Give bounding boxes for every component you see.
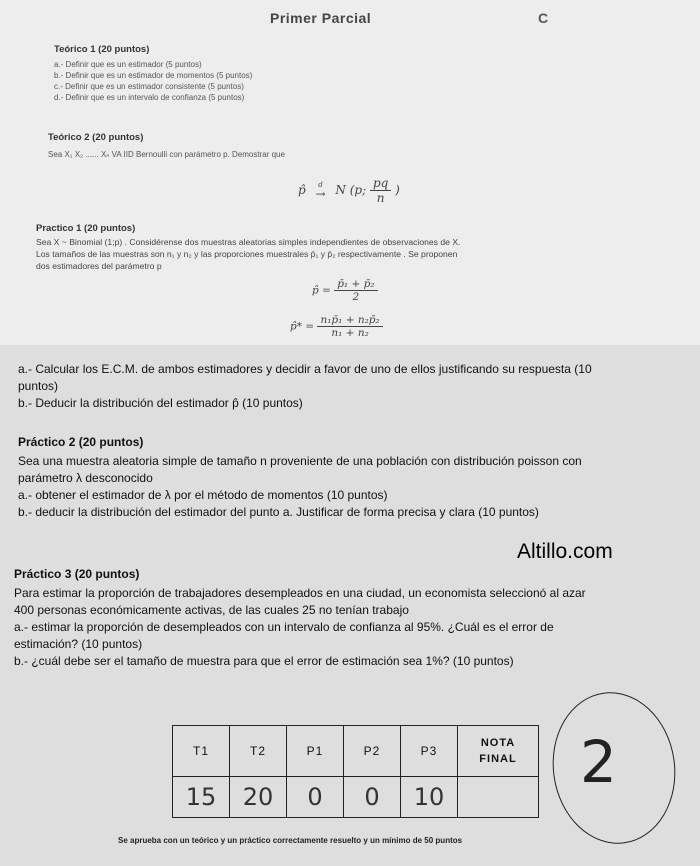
teorico2-heading: Teórico 2 (20 puntos) bbox=[48, 132, 144, 143]
arrow-label: d bbox=[318, 181, 323, 189]
grade-value-p2: 0 bbox=[344, 777, 401, 818]
practico1-statement bbox=[36, 236, 460, 272]
teorico2-formula bbox=[298, 176, 400, 205]
circled-final-grade: 2 bbox=[580, 728, 617, 796]
formula-rhs-prefix: N (p; bbox=[335, 183, 367, 197]
exam-variant: C bbox=[538, 10, 549, 26]
practico1-line: Sea X ~ Binomial (1;p) . Considérense dos muestras aleatorias simples independientes de observaciones de X. bbox=[36, 237, 461, 247]
practico1-item-b: b.- Deducir la distribución del estimador p̂ (10 puntos) bbox=[18, 396, 303, 410]
practico3-item-b: b.- ¿cuál debe ser el tamaño de muestra para que el error de estimación sea 1%? (10 puntos) bbox=[14, 654, 514, 668]
practico2-body bbox=[18, 453, 582, 521]
formula-fraction bbox=[370, 176, 391, 205]
practico1-line: Los tamaños de las muestras son n₁ y n₂ y las proporciones muestrales p̄₁ y p̄₂ respectivamente . Se proponen bbox=[36, 249, 458, 259]
practico1-item-a: a.- Calcular los E.C.M. de ambos estimadores y decidir a favor de uno de ellos justificando su respuesta (10 bbox=[18, 362, 592, 376]
teorico1-item-b: b.- Definir que es un estimador de momentos (5 puntos) bbox=[54, 71, 253, 80]
convergence-arrow bbox=[316, 182, 326, 199]
grade-value-p3: 10 bbox=[401, 777, 458, 818]
practico1-questions bbox=[18, 361, 592, 412]
grade-header-row bbox=[173, 726, 539, 777]
grade-value-t2: 20 bbox=[230, 777, 287, 818]
grade-header-p3: P3 bbox=[401, 726, 458, 777]
teorico2-text: Sea X₁ X₂ ...... Xₙ VA IID Bernoulli con parámetro p. Demostrar que bbox=[48, 150, 285, 159]
page-title: Primer Parcial bbox=[270, 10, 372, 26]
est2-lhs: p̂* = bbox=[290, 320, 315, 333]
est2-fraction bbox=[317, 314, 382, 339]
teorico1-heading: Teórico 1 (20 puntos) bbox=[54, 44, 150, 55]
practico3-item-a: a.- estimar la proporción de desempleados con un intervalo de confianza al 95%. ¿Cuál es el error de bbox=[14, 620, 554, 634]
formula-lhs: p̂ bbox=[298, 183, 306, 197]
est2-num: n₁p̄₁ + n₂p̄₂ bbox=[317, 314, 382, 327]
practico1-line: dos estimadores del parámetro p bbox=[36, 261, 162, 271]
grade-value-nota-final bbox=[458, 777, 539, 818]
grade-header-t2: T2 bbox=[230, 726, 287, 777]
grade-header-nota-final bbox=[458, 726, 539, 777]
grade-value-row bbox=[173, 777, 539, 818]
watermark-logo: Altillo.com bbox=[517, 540, 613, 563]
practico2-item-a: a.- obtener el estimador de λ por el método de momentos (10 puntos) bbox=[18, 488, 388, 502]
practico1-heading: Practico 1 (20 puntos) bbox=[36, 223, 136, 234]
estimator-2 bbox=[290, 314, 383, 339]
arrow-icon: → bbox=[315, 187, 326, 201]
grade-value-t1: 15 bbox=[173, 777, 230, 818]
est1-fraction bbox=[334, 278, 377, 303]
nota-label: NOTA bbox=[480, 737, 516, 749]
grade-header-p2: P2 bbox=[344, 726, 401, 777]
grade-header-p1: P1 bbox=[287, 726, 344, 777]
practico3-item-a-cont: estimación? (10 puntos) bbox=[14, 637, 143, 651]
practico3-body bbox=[14, 585, 586, 670]
practico3-line: 400 personas económicamente activas, de las cuales 25 no tenían trabajo bbox=[14, 603, 409, 617]
estimator-1 bbox=[312, 278, 378, 303]
practico3-heading: Práctico 3 (20 puntos) bbox=[14, 567, 140, 581]
passing-rule-note: Se aprueba con un teórico y un práctico correctamente resuelto y un mínimo de 50 puntos bbox=[118, 836, 463, 845]
practico2-item-b: b.- deducir la distribución del estimador del punto a. Justificar de forma precisa y clara (10 puntos) bbox=[18, 505, 539, 519]
formula-num: pq bbox=[370, 176, 391, 191]
formula-suffix: ) bbox=[395, 183, 400, 197]
teorico1-list bbox=[54, 59, 252, 103]
grade-header-t1: T1 bbox=[173, 726, 230, 777]
grade-table bbox=[172, 725, 539, 818]
formula-den: n bbox=[376, 191, 385, 205]
practico2-line: Sea una muestra aleatoria simple de tamaño n proveniente de una población con distribución poisson con bbox=[18, 454, 582, 468]
practico2-heading: Práctico 2 (20 puntos) bbox=[18, 435, 144, 449]
teorico1-item-c: c.- Definir que es un estimador consistente (5 puntos) bbox=[54, 82, 244, 91]
est1-lhs: p̂ = bbox=[312, 284, 331, 297]
practico2-line: parámetro λ desconocido bbox=[18, 471, 153, 485]
final-label: FINAL bbox=[479, 753, 517, 765]
practico1-item-a-cont: puntos) bbox=[18, 379, 59, 393]
teorico1-item-a: a.- Definir que es un estimador (5 puntos) bbox=[54, 60, 202, 69]
teorico1-item-d: d.- Definir que es un intervalo de confianza (5 puntos) bbox=[54, 93, 245, 102]
est2-den: n₁ + n₂ bbox=[331, 327, 369, 339]
est1-num: p̄₁ + p̄₂ bbox=[334, 278, 377, 291]
grade-value-p1: 0 bbox=[287, 777, 344, 818]
est1-den: 2 bbox=[352, 291, 360, 303]
practico3-line: Para estimar la proporción de trabajadores desempleados en una ciudad, un economista seleccionó al azar bbox=[14, 586, 586, 600]
